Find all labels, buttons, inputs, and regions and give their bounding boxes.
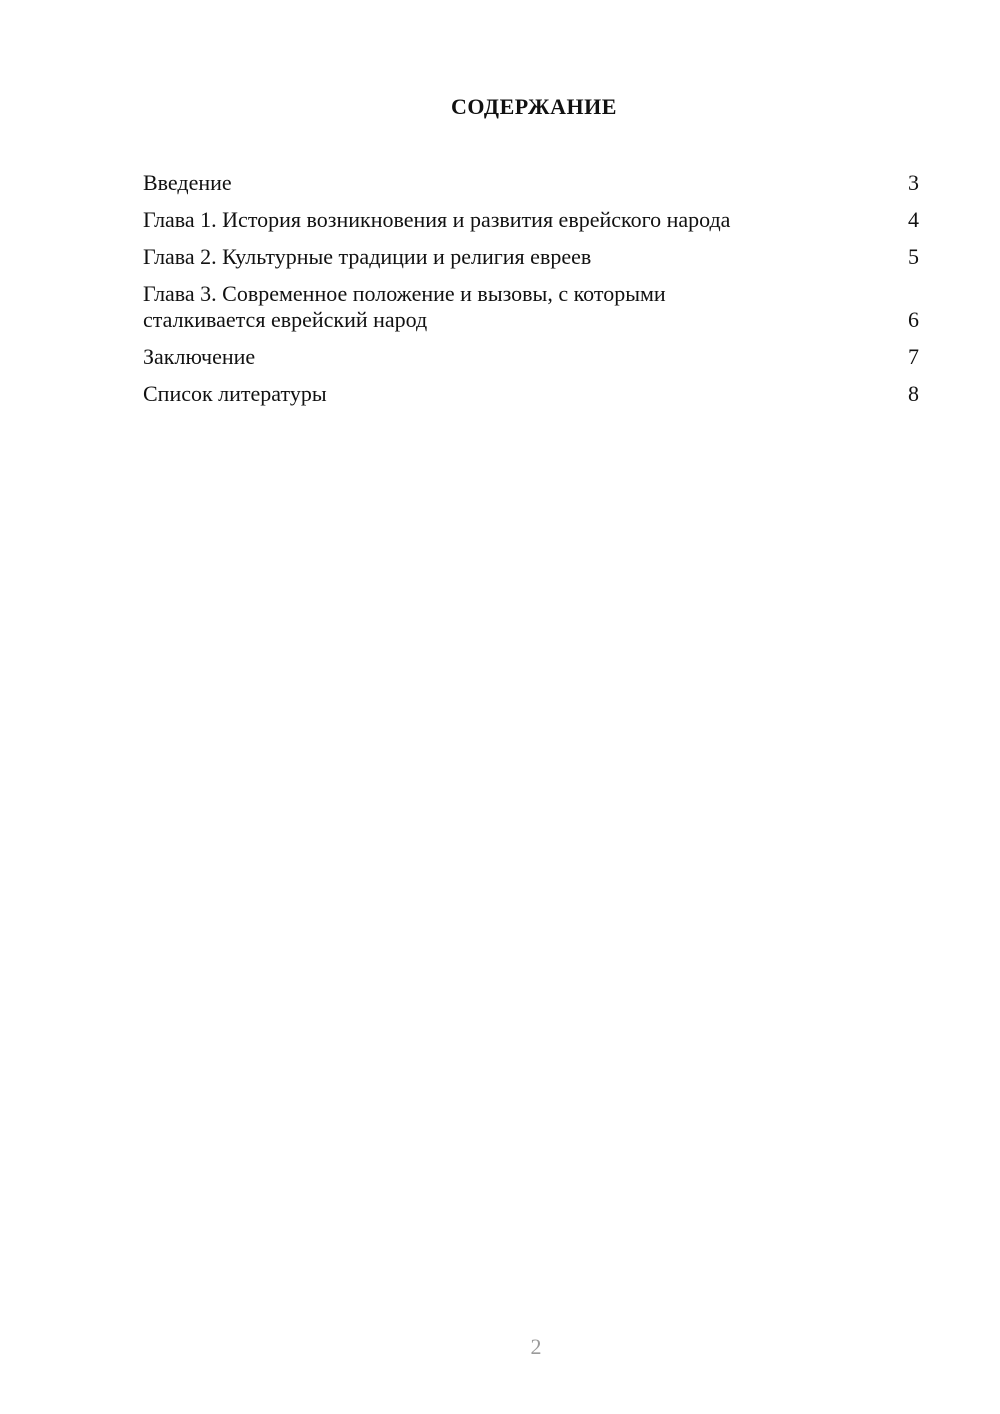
page-title: СОДЕРЖАНИЕ [451,94,617,119]
page-number: 2 [530,1334,542,1359]
toc-entry-conclusion [143,344,919,370]
toc-entry-chapter-1 [143,207,919,233]
toc-entry-references [143,381,919,407]
toc-entry-chapter-2 [143,244,919,270]
toc-entry-page: 6 [908,307,919,332]
toc-entry-label: Глава 1. История возникновения и развития еврейского народа [143,207,731,232]
toc-entry-page: 3 [908,170,919,195]
toc-entry-page: 7 [908,344,919,369]
table-of-contents [143,170,919,418]
toc-entry-introduction [143,170,919,196]
toc-entry-chapter-3 [143,281,919,333]
toc-entry-page: 8 [908,381,919,406]
toc-entry-label: Глава 3. Современное положение и вызовы, с которыми сталкивается еврейский народ [143,281,666,332]
toc-entry-label: Введение [143,170,232,195]
toc-entry-label: Заключение [143,344,256,369]
toc-entry-page: 5 [908,244,919,269]
toc-entry-label: Глава 2. Культурные традиции и религия евреев [143,244,592,269]
toc-entry-label: Список литературы [143,381,327,406]
toc-entry-page: 4 [908,207,919,232]
